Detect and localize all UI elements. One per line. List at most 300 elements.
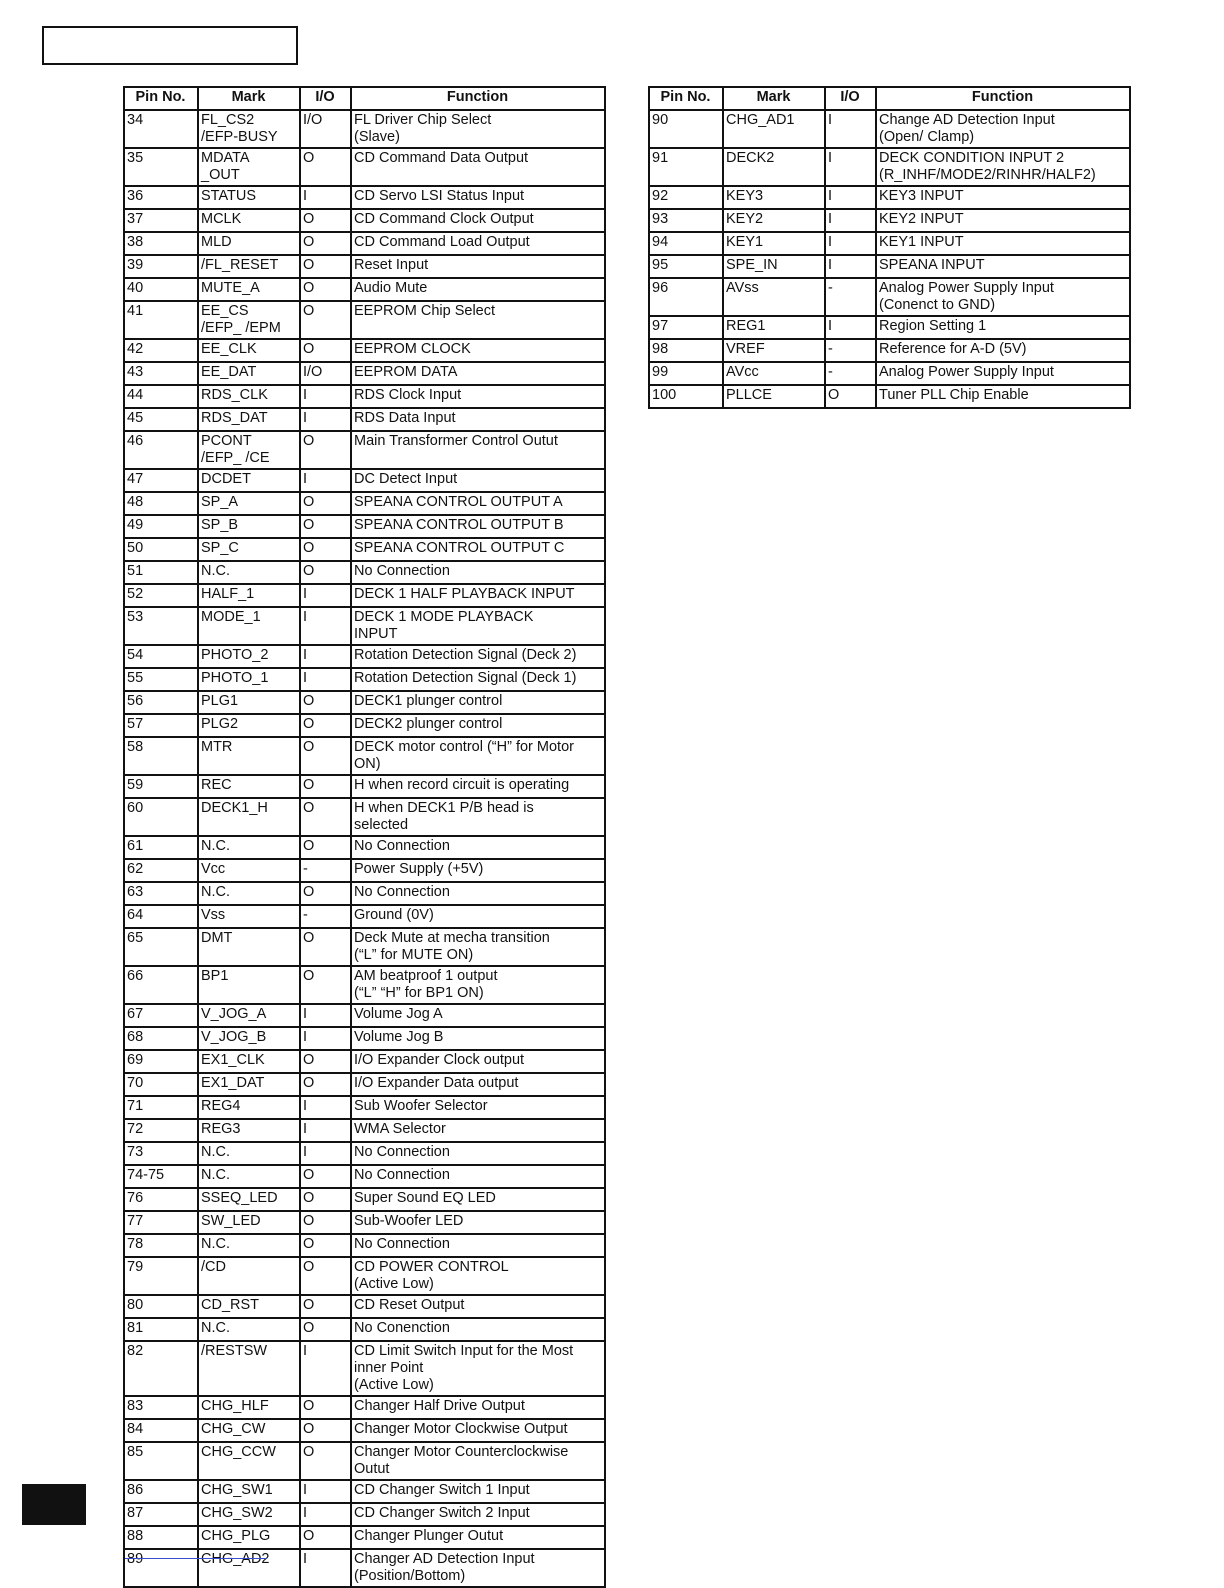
cell-function: No Connection bbox=[351, 1142, 605, 1165]
cell-function: DECK2 plunger control bbox=[351, 714, 605, 737]
cell-io: O bbox=[300, 1188, 351, 1211]
cell-io: I bbox=[300, 1142, 351, 1165]
cell-function: No Conenction bbox=[351, 1318, 605, 1341]
cell-function: Deck Mute at mecha transition (“L” for MUTE ON) bbox=[351, 928, 605, 966]
cell-function: CD Servo LSI Status Input bbox=[351, 186, 605, 209]
cell-mark: CD_RST bbox=[198, 1295, 300, 1318]
cell-io: - bbox=[825, 278, 876, 316]
cell-mark: MLD bbox=[198, 232, 300, 255]
cell-function: CD Limit Switch Input for the Most inner Point (Active Low) bbox=[351, 1341, 605, 1396]
table-row bbox=[124, 1396, 605, 1419]
cell-io: O bbox=[300, 836, 351, 859]
cell-io: O bbox=[300, 339, 351, 362]
cell-pin-no: 96 bbox=[649, 278, 723, 316]
cell-function: DECK CONDITION INPUT 2 (R_INHF/MODE2/RINHR/HALF2) bbox=[876, 148, 1130, 186]
table-row bbox=[124, 431, 605, 469]
cell-mark: CHG_CW bbox=[198, 1419, 300, 1442]
cell-io: I bbox=[825, 110, 876, 148]
cell-function: I/O Expander Data output bbox=[351, 1073, 605, 1096]
cell-function: SPEANA CONTROL OUTPUT C bbox=[351, 538, 605, 561]
cell-pin-no: 70 bbox=[124, 1073, 198, 1096]
table-row bbox=[649, 255, 1130, 278]
cell-function: No Connection bbox=[351, 882, 605, 905]
table-row bbox=[124, 469, 605, 492]
cell-io: O bbox=[300, 1318, 351, 1341]
header-function: Function bbox=[876, 87, 1130, 110]
cell-mark: DECK2 bbox=[723, 148, 825, 186]
cell-io: I/O bbox=[300, 110, 351, 148]
cell-mark: /FL_RESET bbox=[198, 255, 300, 278]
cell-mark: EE_CS /EFP_ /EPM bbox=[198, 301, 300, 339]
cell-function: DECK1 plunger control bbox=[351, 691, 605, 714]
cell-pin-no: 84 bbox=[124, 1419, 198, 1442]
cell-io: O bbox=[300, 515, 351, 538]
cell-function: CD Command Load Output bbox=[351, 232, 605, 255]
cell-pin-no: 51 bbox=[124, 561, 198, 584]
table-row bbox=[124, 1142, 605, 1165]
cell-function: SPEANA CONTROL OUTPUT B bbox=[351, 515, 605, 538]
cell-function: H when record circuit is operating bbox=[351, 775, 605, 798]
footer-rule bbox=[125, 1558, 267, 1559]
cell-pin-no: 81 bbox=[124, 1318, 198, 1341]
cell-mark: CHG_SW1 bbox=[198, 1480, 300, 1503]
header-mark: Mark bbox=[198, 87, 300, 110]
cell-io: I bbox=[825, 148, 876, 186]
cell-io: I bbox=[825, 255, 876, 278]
table-row bbox=[124, 186, 605, 209]
cell-pin-no: 41 bbox=[124, 301, 198, 339]
table-row bbox=[124, 584, 605, 607]
cell-function: RDS Data Input bbox=[351, 408, 605, 431]
cell-pin-no: 98 bbox=[649, 339, 723, 362]
cell-mark: PCONT /EFP_ /CE bbox=[198, 431, 300, 469]
cell-function: CD Command Data Output bbox=[351, 148, 605, 186]
cell-pin-no: 47 bbox=[124, 469, 198, 492]
cell-pin-no: 42 bbox=[124, 339, 198, 362]
cell-function: AM beatproof 1 output (“L” “H” for BP1 ON) bbox=[351, 966, 605, 1004]
cell-function: CD Reset Output bbox=[351, 1295, 605, 1318]
cell-mark: SPE_IN bbox=[723, 255, 825, 278]
cell-function: Reference for A-D (5V) bbox=[876, 339, 1130, 362]
cell-pin-no: 82 bbox=[124, 1341, 198, 1396]
cell-io: I bbox=[825, 232, 876, 255]
cell-pin-no: 73 bbox=[124, 1142, 198, 1165]
cell-function: No Connection bbox=[351, 1234, 605, 1257]
cell-io: I bbox=[300, 607, 351, 645]
table-row bbox=[124, 538, 605, 561]
cell-pin-no: 97 bbox=[649, 316, 723, 339]
cell-io: O bbox=[300, 1419, 351, 1442]
cell-mark: EX1_DAT bbox=[198, 1073, 300, 1096]
cell-pin-no: 56 bbox=[124, 691, 198, 714]
cell-mark: RDS_CLK bbox=[198, 385, 300, 408]
table-row bbox=[124, 110, 605, 148]
table-row bbox=[124, 255, 605, 278]
cell-function: Ground (0V) bbox=[351, 905, 605, 928]
cell-function: Region Setting 1 bbox=[876, 316, 1130, 339]
cell-function: DECK 1 HALF PLAYBACK INPUT bbox=[351, 584, 605, 607]
cell-function: No Connection bbox=[351, 1165, 605, 1188]
cell-function: Rotation Detection Signal (Deck 1) bbox=[351, 668, 605, 691]
cell-mark: DECK1_H bbox=[198, 798, 300, 836]
cell-mark: CHG_AD1 bbox=[723, 110, 825, 148]
cell-mark: EE_CLK bbox=[198, 339, 300, 362]
cell-function: EEPROM Chip Select bbox=[351, 301, 605, 339]
cell-function: No Connection bbox=[351, 561, 605, 584]
table-row bbox=[124, 1073, 605, 1096]
cell-io: O bbox=[825, 385, 876, 408]
cell-io: I bbox=[300, 408, 351, 431]
table-row bbox=[124, 668, 605, 691]
cell-mark: N.C. bbox=[198, 561, 300, 584]
cell-io: O bbox=[300, 561, 351, 584]
header-io: I/O bbox=[300, 87, 351, 110]
table-row bbox=[124, 385, 605, 408]
table-row bbox=[124, 408, 605, 431]
cell-io: O bbox=[300, 928, 351, 966]
cell-pin-no: 62 bbox=[124, 859, 198, 882]
cell-pin-no: 65 bbox=[124, 928, 198, 966]
cell-mark: VREF bbox=[723, 339, 825, 362]
cell-mark: DMT bbox=[198, 928, 300, 966]
table-row bbox=[649, 110, 1130, 148]
cell-mark: AVss bbox=[723, 278, 825, 316]
pin-table-right bbox=[648, 86, 1131, 409]
table-row bbox=[124, 561, 605, 584]
cell-io: O bbox=[300, 232, 351, 255]
cell-mark: PHOTO_1 bbox=[198, 668, 300, 691]
cell-mark: PLG1 bbox=[198, 691, 300, 714]
cell-mark: PLLCE bbox=[723, 385, 825, 408]
cell-mark: SSEQ_LED bbox=[198, 1188, 300, 1211]
cell-mark: N.C. bbox=[198, 882, 300, 905]
cell-io: - bbox=[825, 362, 876, 385]
cell-mark: BP1 bbox=[198, 966, 300, 1004]
cell-function: RDS Clock Input bbox=[351, 385, 605, 408]
table-row bbox=[124, 148, 605, 186]
cell-io: O bbox=[300, 1211, 351, 1234]
cell-io: I bbox=[300, 385, 351, 408]
cell-io: I bbox=[300, 1004, 351, 1027]
cell-io: I bbox=[300, 1341, 351, 1396]
cell-mark: RDS_DAT bbox=[198, 408, 300, 431]
cell-pin-no: 35 bbox=[124, 148, 198, 186]
table-row bbox=[124, 1549, 605, 1587]
cell-function: Reset Input bbox=[351, 255, 605, 278]
table-row bbox=[124, 278, 605, 301]
cell-pin-no: 71 bbox=[124, 1096, 198, 1119]
cell-io: O bbox=[300, 714, 351, 737]
table-row bbox=[124, 1096, 605, 1119]
cell-pin-no: 55 bbox=[124, 668, 198, 691]
table-row bbox=[124, 492, 605, 515]
cell-pin-no: 45 bbox=[124, 408, 198, 431]
table-row bbox=[124, 1480, 605, 1503]
cell-function: EEPROM DATA bbox=[351, 362, 605, 385]
cell-mark: CHG_HLF bbox=[198, 1396, 300, 1419]
table-row bbox=[124, 859, 605, 882]
cell-pin-no: 87 bbox=[124, 1503, 198, 1526]
cell-pin-no: 52 bbox=[124, 584, 198, 607]
cell-io: I bbox=[825, 316, 876, 339]
cell-mark: PHOTO_2 bbox=[198, 645, 300, 668]
cell-pin-no: 88 bbox=[124, 1526, 198, 1549]
cell-io: O bbox=[300, 148, 351, 186]
cell-io: I bbox=[300, 1480, 351, 1503]
table-row bbox=[124, 737, 605, 775]
cell-pin-no: 85 bbox=[124, 1442, 198, 1480]
cell-mark: Vss bbox=[198, 905, 300, 928]
header-io: I/O bbox=[825, 87, 876, 110]
cell-mark: V_JOG_A bbox=[198, 1004, 300, 1027]
table-row bbox=[124, 301, 605, 339]
cell-pin-no: 48 bbox=[124, 492, 198, 515]
table-header-row bbox=[649, 87, 1130, 110]
table-row bbox=[124, 1211, 605, 1234]
cell-io: O bbox=[300, 737, 351, 775]
cell-mark: STATUS bbox=[198, 186, 300, 209]
page-header-box bbox=[42, 26, 298, 65]
cell-function: EEPROM CLOCK bbox=[351, 339, 605, 362]
table-row bbox=[124, 836, 605, 859]
cell-io: O bbox=[300, 1442, 351, 1480]
cell-io: O bbox=[300, 538, 351, 561]
cell-function: DECK motor control (“H” for Motor ON) bbox=[351, 737, 605, 775]
table-row bbox=[124, 1295, 605, 1318]
cell-mark: /CD bbox=[198, 1257, 300, 1295]
cell-pin-no: 66 bbox=[124, 966, 198, 1004]
cell-function: Changer Motor Counterclockwise Outut bbox=[351, 1442, 605, 1480]
cell-pin-no: 80 bbox=[124, 1295, 198, 1318]
cell-mark: /RESTSW bbox=[198, 1341, 300, 1396]
cell-function: WMA Selector bbox=[351, 1119, 605, 1142]
cell-mark: MUTE_A bbox=[198, 278, 300, 301]
cell-pin-no: 72 bbox=[124, 1119, 198, 1142]
cell-pin-no: 53 bbox=[124, 607, 198, 645]
cell-io: O bbox=[300, 492, 351, 515]
table-row bbox=[124, 1318, 605, 1341]
cell-pin-no: 50 bbox=[124, 538, 198, 561]
cell-io: O bbox=[300, 1050, 351, 1073]
cell-function: Volume Jog A bbox=[351, 1004, 605, 1027]
cell-mark: SW_LED bbox=[198, 1211, 300, 1234]
cell-mark: EE_DAT bbox=[198, 362, 300, 385]
cell-mark: REG4 bbox=[198, 1096, 300, 1119]
cell-mark: SP_B bbox=[198, 515, 300, 538]
cell-pin-no: 74-75 bbox=[124, 1165, 198, 1188]
table-row bbox=[124, 1442, 605, 1480]
cell-mark: DCDET bbox=[198, 469, 300, 492]
cell-function: CD Changer Switch 2 Input bbox=[351, 1503, 605, 1526]
cell-io: O bbox=[300, 1526, 351, 1549]
cell-mark: N.C. bbox=[198, 1165, 300, 1188]
cell-pin-no: 90 bbox=[649, 110, 723, 148]
cell-function: Changer Motor Clockwise Output bbox=[351, 1419, 605, 1442]
cell-mark: AVcc bbox=[723, 362, 825, 385]
cell-pin-no: 37 bbox=[124, 209, 198, 232]
cell-pin-no: 60 bbox=[124, 798, 198, 836]
cell-io: I bbox=[300, 1503, 351, 1526]
table-row bbox=[649, 278, 1130, 316]
header-mark: Mark bbox=[723, 87, 825, 110]
cell-io: O bbox=[300, 255, 351, 278]
cell-pin-no: 67 bbox=[124, 1004, 198, 1027]
table-row bbox=[124, 928, 605, 966]
cell-pin-no: 91 bbox=[649, 148, 723, 186]
cell-io: O bbox=[300, 775, 351, 798]
pin-table-left bbox=[123, 86, 606, 1588]
cell-function: H when DECK1 P/B head is selected bbox=[351, 798, 605, 836]
cell-function: FL Driver Chip Select (Slave) bbox=[351, 110, 605, 148]
cell-mark: MCLK bbox=[198, 209, 300, 232]
pin-table-left-body bbox=[124, 110, 605, 1587]
cell-function: Sub Woofer Selector bbox=[351, 1096, 605, 1119]
cell-pin-no: 93 bbox=[649, 209, 723, 232]
cell-io: O bbox=[300, 1234, 351, 1257]
cell-mark: REC bbox=[198, 775, 300, 798]
cell-function: Sub-Woofer LED bbox=[351, 1211, 605, 1234]
cell-io: - bbox=[300, 905, 351, 928]
table-row bbox=[124, 232, 605, 255]
cell-mark: SP_C bbox=[198, 538, 300, 561]
cell-pin-no: 58 bbox=[124, 737, 198, 775]
cell-io: I bbox=[300, 645, 351, 668]
table-row bbox=[124, 905, 605, 928]
table-row bbox=[124, 1257, 605, 1295]
cell-mark: PLG2 bbox=[198, 714, 300, 737]
cell-io: O bbox=[300, 1165, 351, 1188]
cell-pin-no: 34 bbox=[124, 110, 198, 148]
table-row bbox=[649, 362, 1130, 385]
table-row bbox=[124, 1526, 605, 1549]
cell-function: SPEANA CONTROL OUTPUT A bbox=[351, 492, 605, 515]
cell-mark: MODE_1 bbox=[198, 607, 300, 645]
table-row bbox=[124, 209, 605, 232]
cell-io: I bbox=[300, 1027, 351, 1050]
cell-function: DECK 1 MODE PLAYBACK INPUT bbox=[351, 607, 605, 645]
table-row bbox=[124, 775, 605, 798]
cell-pin-no: 49 bbox=[124, 515, 198, 538]
cell-pin-no: 39 bbox=[124, 255, 198, 278]
cell-mark: N.C. bbox=[198, 1234, 300, 1257]
cell-function: Tuner PLL Chip Enable bbox=[876, 385, 1130, 408]
cell-function: Analog Power Supply Input (Conenct to GND) bbox=[876, 278, 1130, 316]
cell-io: I bbox=[300, 1549, 351, 1587]
table-row bbox=[124, 1234, 605, 1257]
table-row bbox=[124, 339, 605, 362]
table-row bbox=[124, 798, 605, 836]
cell-pin-no: 36 bbox=[124, 186, 198, 209]
table-row bbox=[124, 1165, 605, 1188]
table-row bbox=[124, 966, 605, 1004]
cell-function: Rotation Detection Signal (Deck 2) bbox=[351, 645, 605, 668]
cell-mark: N.C. bbox=[198, 836, 300, 859]
cell-function: Power Supply (+5V) bbox=[351, 859, 605, 882]
cell-mark: CHG_CCW bbox=[198, 1442, 300, 1480]
cell-mark: Vcc bbox=[198, 859, 300, 882]
cell-function: Volume Jog B bbox=[351, 1027, 605, 1050]
cell-pin-no: 46 bbox=[124, 431, 198, 469]
cell-mark: REG3 bbox=[198, 1119, 300, 1142]
cell-io: O bbox=[300, 798, 351, 836]
cell-function: CD POWER CONTROL (Active Low) bbox=[351, 1257, 605, 1295]
table-row bbox=[649, 339, 1130, 362]
cell-pin-no: 40 bbox=[124, 278, 198, 301]
cell-function: KEY3 INPUT bbox=[876, 186, 1130, 209]
cell-function: No Connection bbox=[351, 836, 605, 859]
cell-mark: KEY3 bbox=[723, 186, 825, 209]
cell-pin-no: 68 bbox=[124, 1027, 198, 1050]
cell-io: O bbox=[300, 1396, 351, 1419]
cell-pin-no: 78 bbox=[124, 1234, 198, 1257]
cell-io: O bbox=[300, 209, 351, 232]
cell-io: I bbox=[825, 186, 876, 209]
table-row bbox=[649, 232, 1130, 255]
cell-pin-no: 79 bbox=[124, 1257, 198, 1295]
cell-io: I bbox=[300, 668, 351, 691]
cell-pin-no: 77 bbox=[124, 1211, 198, 1234]
cell-function: Analog Power Supply Input bbox=[876, 362, 1130, 385]
cell-mark: KEY1 bbox=[723, 232, 825, 255]
cell-function: Change AD Detection Input (Open/ Clamp) bbox=[876, 110, 1130, 148]
table-row bbox=[124, 515, 605, 538]
cell-pin-no: 69 bbox=[124, 1050, 198, 1073]
pin-table-right-body bbox=[649, 110, 1130, 408]
cell-function: I/O Expander Clock output bbox=[351, 1050, 605, 1073]
table-row bbox=[124, 362, 605, 385]
cell-io: I bbox=[300, 1119, 351, 1142]
cell-io: I bbox=[300, 186, 351, 209]
cell-mark: MDATA _OUT bbox=[198, 148, 300, 186]
cell-mark: KEY2 bbox=[723, 209, 825, 232]
cell-mark: HALF_1 bbox=[198, 584, 300, 607]
cell-io: O bbox=[300, 301, 351, 339]
cell-io: I/O bbox=[300, 362, 351, 385]
cell-function: Super Sound EQ LED bbox=[351, 1188, 605, 1211]
table-row bbox=[124, 714, 605, 737]
table-row bbox=[124, 1188, 605, 1211]
cell-function: KEY1 INPUT bbox=[876, 232, 1130, 255]
cell-mark: CHG_SW2 bbox=[198, 1503, 300, 1526]
cell-mark: CHG_AD2 bbox=[198, 1549, 300, 1587]
table-row bbox=[124, 1503, 605, 1526]
cell-function: Changer AD Detection Input (Position/Bottom) bbox=[351, 1549, 605, 1587]
cell-mark: EX1_CLK bbox=[198, 1050, 300, 1073]
table-header-row bbox=[124, 87, 605, 110]
table-row bbox=[124, 1027, 605, 1050]
page-number-tab bbox=[22, 1484, 86, 1525]
table-row bbox=[124, 882, 605, 905]
cell-pin-no: 38 bbox=[124, 232, 198, 255]
cell-io: I bbox=[825, 209, 876, 232]
cell-function: Main Transformer Control Outut bbox=[351, 431, 605, 469]
cell-pin-no: 64 bbox=[124, 905, 198, 928]
table-row bbox=[124, 1419, 605, 1442]
header-pin-no: Pin No. bbox=[649, 87, 723, 110]
cell-function: Audio Mute bbox=[351, 278, 605, 301]
cell-pin-no: 43 bbox=[124, 362, 198, 385]
cell-pin-no: 57 bbox=[124, 714, 198, 737]
table-row bbox=[649, 186, 1130, 209]
table-row bbox=[649, 385, 1130, 408]
cell-pin-no: 59 bbox=[124, 775, 198, 798]
cell-pin-no: 63 bbox=[124, 882, 198, 905]
cell-pin-no: 83 bbox=[124, 1396, 198, 1419]
cell-io: O bbox=[300, 1073, 351, 1096]
cell-mark: SP_A bbox=[198, 492, 300, 515]
cell-io: O bbox=[300, 431, 351, 469]
cell-io: O bbox=[300, 882, 351, 905]
